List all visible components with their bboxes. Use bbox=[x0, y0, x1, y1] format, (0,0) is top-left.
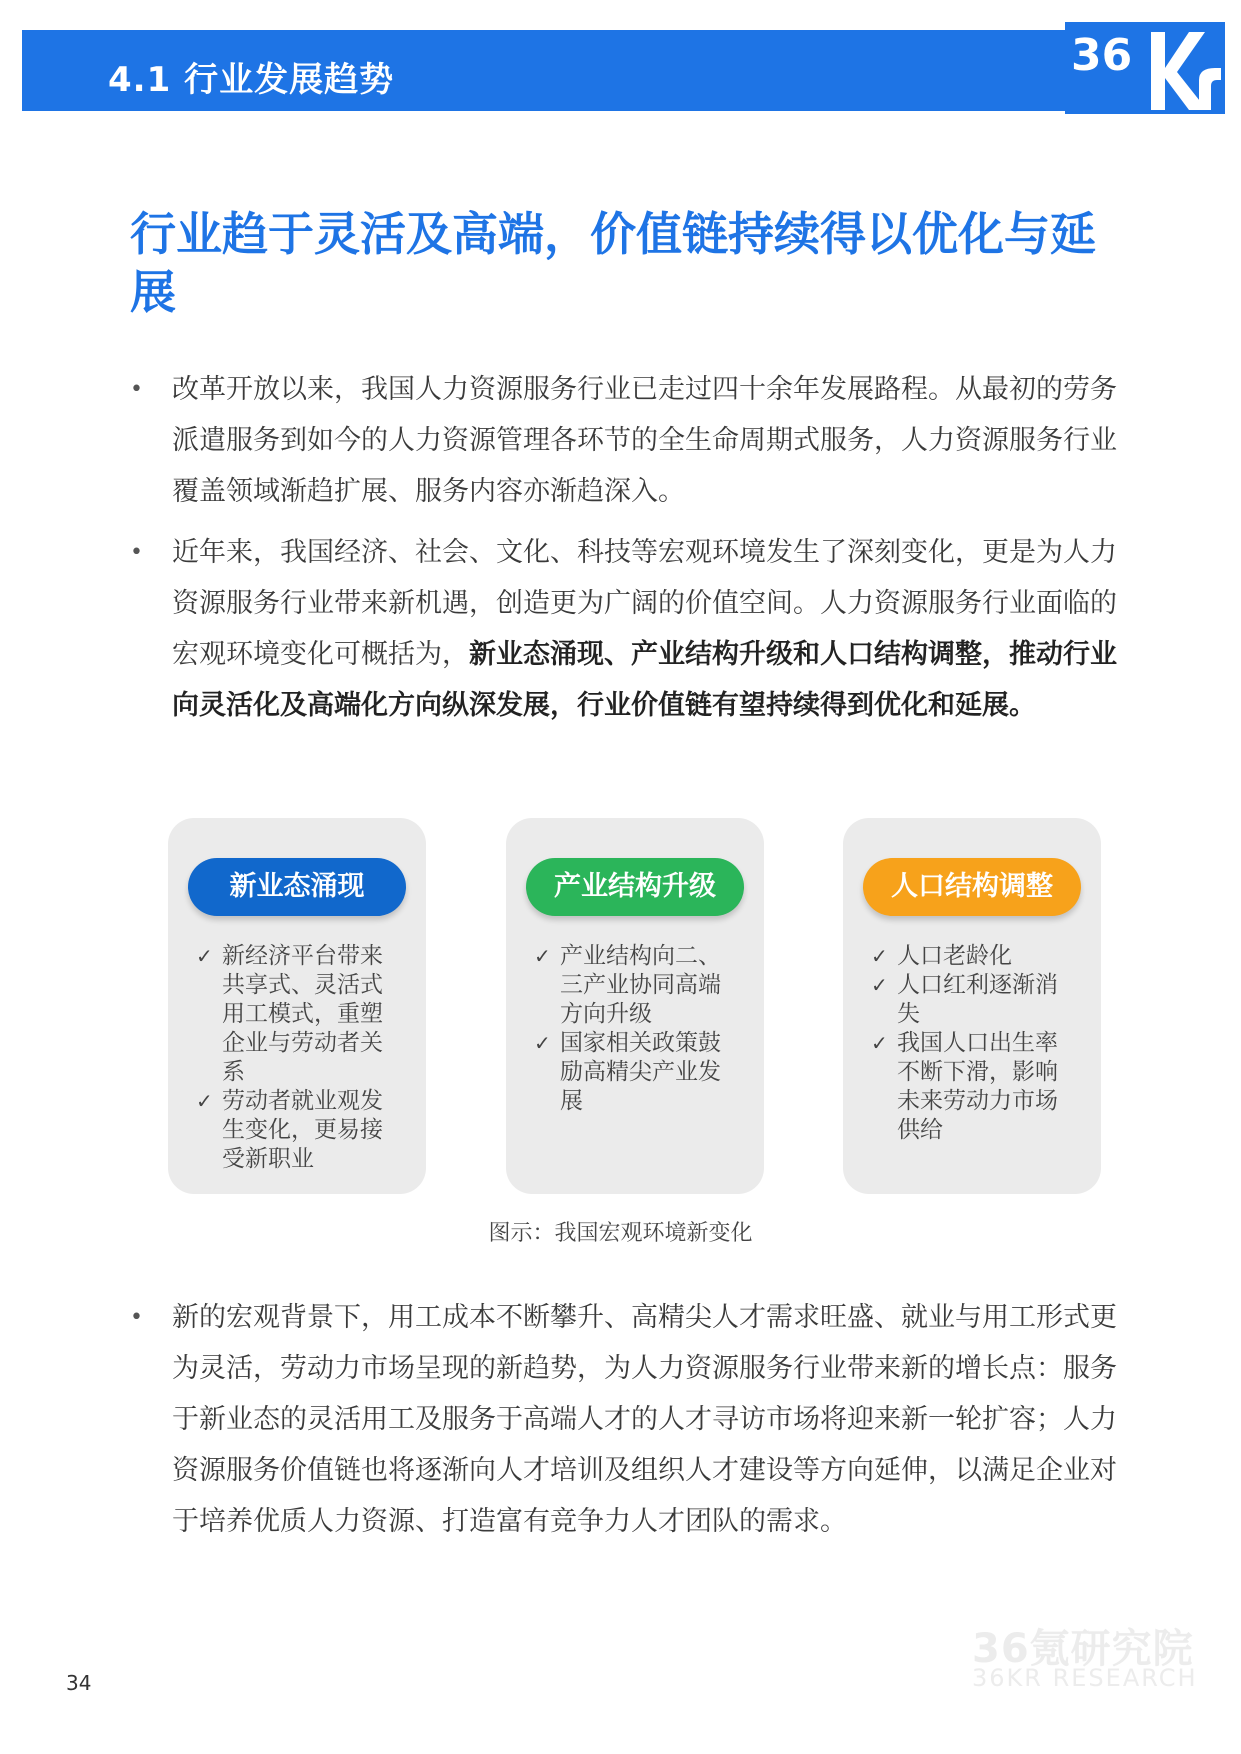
card-list bbox=[534, 942, 734, 1116]
check-icon: ✓ bbox=[534, 944, 551, 968]
page-title: 行业趋于灵活及高端，价值链持续得以优化与延展 bbox=[130, 207, 1096, 319]
list-item: ✓ 劳动者就业观发生变化，更易接受新职业 bbox=[196, 1088, 383, 1172]
card-population-change bbox=[843, 818, 1101, 1194]
bullet-paragraph-3 bbox=[130, 1292, 1120, 1547]
figure-caption: 图示：我国宏观环境新变化 bbox=[488, 1221, 753, 1246]
check-icon: ✓ bbox=[534, 1031, 551, 1055]
bullet-bold-text: 新业态涌现、产业结构升级和人口结构调整，推动行业向灵活化及高端化方向纵深发展，行业价值链有望持续得到优化和延展。 bbox=[172, 639, 1117, 721]
bullet-dot: • bbox=[130, 1305, 143, 1330]
card-title-pill bbox=[526, 858, 744, 916]
check-icon: ✓ bbox=[196, 944, 213, 968]
logo-number: 36 bbox=[1071, 30, 1133, 81]
bullet-text-wrap bbox=[172, 527, 1120, 731]
list-item: ✓ 人口老龄化 bbox=[871, 943, 1012, 969]
card-list bbox=[196, 942, 396, 1174]
watermark-cn: 36氪研究院 bbox=[972, 1626, 1194, 1672]
36kr-logo bbox=[1065, 22, 1225, 114]
card-title-pill bbox=[863, 858, 1081, 916]
bullet-text: 新的宏观背景下，用工成本不断攀升、高精尖人才需求旺盛、就业与用工形式更为灵活，劳动力市场呈现的新趋势，为人力资源服务行业带来新的增长点：服务于新业态的灵活用工及服务于高端人才的人才寻访市场将迎来新一轮扩容；人力资源服务价值链也将逐渐向人才培训及组织人才建设等方向延伸，以满足企业对于培养优质人力资源、打造富有竞争力人才团队的需求。 bbox=[172, 1302, 1117, 1537]
bullet-paragraph-2 bbox=[130, 527, 1120, 731]
bullet-paragraph-1 bbox=[130, 364, 1120, 517]
list-item: ✓ 人口红利逐渐消失 bbox=[871, 972, 1058, 1027]
section-label: 4.1 行业发展趋势 bbox=[108, 60, 395, 100]
watermark-en: 36KR RESEARCH bbox=[972, 1664, 1198, 1692]
check-icon: ✓ bbox=[871, 1031, 888, 1055]
bullet-dot: • bbox=[130, 540, 143, 565]
list-item: ✓ 新经济平台带来共享式、灵活式用工模式，重塑企业与劳动者关系 bbox=[196, 943, 383, 1085]
list-item: ✓ 我国人口出生率不断下滑，影响未来劳动力市场供给 bbox=[871, 1030, 1058, 1143]
card-new-business bbox=[168, 818, 426, 1194]
check-icon: ✓ bbox=[871, 973, 888, 997]
card-industry-upgrade bbox=[506, 818, 764, 1194]
card-title: 人口结构调整 bbox=[891, 871, 1053, 902]
list-item: ✓ 产业结构向二、三产业协同高端方向升级 bbox=[534, 943, 721, 1027]
list-item: ✓ 国家相关政策鼓励高精尖产业发展 bbox=[534, 1030, 721, 1114]
bullet-dot: • bbox=[130, 377, 143, 402]
bullet-text: 近年来，我国经济、社会、文化、科技等宏观环境发生了深刻变化，更是为人力资源服务行业带来新机遇，创造更为广阔的价值空间。人力资源服务行业面临的宏观环境变化可概括为， bbox=[172, 537, 1117, 670]
check-icon: ✓ bbox=[196, 1089, 213, 1113]
card-title: 新业态涌现 bbox=[229, 871, 365, 902]
card-list bbox=[871, 942, 1071, 1145]
card-title: 产业结构升级 bbox=[554, 871, 716, 902]
card-title-pill bbox=[188, 858, 406, 916]
page-number: 34 bbox=[66, 1671, 92, 1695]
bullet-text: 改革开放以来，我国人力资源服务行业已走过四十余年发展路程。从最初的劳务派遣服务到如今的人力资源管理各环节的全生命周期式服务，人力资源服务行业覆盖领域渐趋扩展、服务内容亦渐趋深入。 bbox=[172, 374, 1117, 507]
check-icon: ✓ bbox=[871, 944, 888, 968]
